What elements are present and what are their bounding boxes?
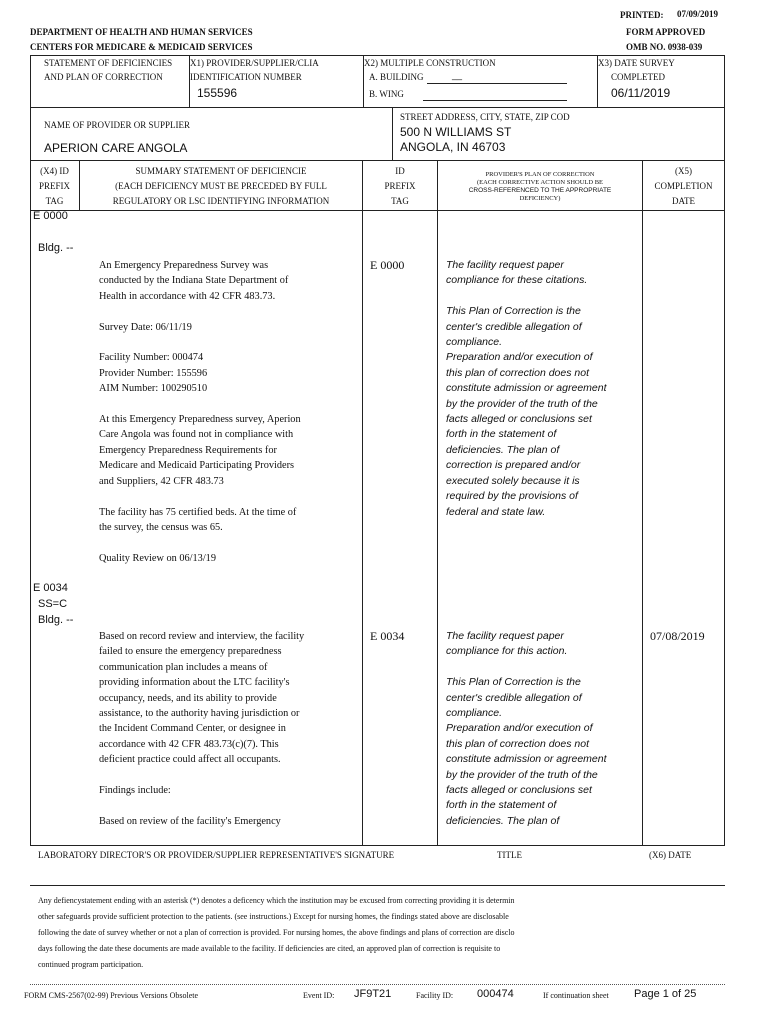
provider-id-value: 155596: [197, 86, 238, 100]
facility-id-value: 000474: [477, 988, 514, 1000]
form-approved: FORM APPROVED: [626, 27, 706, 37]
summary-subheader: (EACH DEFICIENCY MUST BE PRECEDED BY FULL: [115, 181, 327, 191]
agency-title: CENTERS FOR MEDICARE & MEDICAID SERVICES: [30, 42, 253, 52]
x4-label: (X4) ID: [40, 166, 69, 176]
x3-sublabel: COMPLETED: [611, 72, 665, 82]
rule: [30, 984, 725, 985]
x2-label: X2) MULTIPLE CONSTRUCTION: [364, 58, 496, 68]
form-number: FORM CMS-2567(02-99) Previous Versions Obsolete: [24, 991, 199, 1000]
x5-date: DATE: [672, 196, 695, 206]
disclaimer-line: following the date of survey whether or not a plan of correction is provided. For nursing homes, the above findings and plans of correction are disclo: [38, 928, 515, 937]
id-tag-e0000: E 0000: [370, 258, 405, 272]
event-id-value: JF9T21: [354, 988, 392, 1000]
building-value: __: [452, 70, 463, 80]
disclaimer-line: days following the date these documents are made available to the facility. If deficiencies are cited, an approved plan of correction is requisite to: [38, 944, 501, 953]
disclaimer-line: continued program participation.: [38, 960, 144, 969]
rule: [642, 160, 643, 846]
rule: [30, 885, 725, 886]
disclaimer-line: Any defiencystatement ending with an asterisk (*) denotes a deficency which the institution may be excused from correcting providing it is determin: [38, 896, 515, 905]
department-title: DEPARTMENT OF HEALTH AND HUMAN SERVICES: [30, 27, 253, 37]
rule: [392, 107, 393, 160]
poc-subheader: DEFICIENCY): [519, 195, 561, 202]
poc-subheader: CROSS-REFERENCED TO THE APPROPRIATE: [468, 187, 612, 194]
continuation-label: If continuation sheet: [543, 991, 609, 1000]
disclaimer-line: other safeguards provide sufficient protection to the patients. (see instructions.) Except for nursing homes, the findings stated above are disclosable: [38, 912, 509, 921]
omb-number: OMB NO. 0938-039: [626, 42, 703, 52]
wing-underline: [423, 100, 567, 101]
building-label: A. BUILDING: [369, 72, 424, 82]
tag-e0000: E 0000: [33, 210, 68, 222]
facility-id-label: Facility ID:: [416, 991, 454, 1000]
scope-severity-e0034: SS=C: [38, 598, 68, 610]
x3-label: X3) DATE SURVEY: [598, 58, 675, 68]
plan-label: AND PLAN OF CORRECTION: [44, 72, 163, 82]
rule: [437, 160, 438, 846]
x4-tag: TAG: [45, 196, 64, 206]
provider-name-value: APERION CARE ANGOLA: [44, 141, 188, 155]
rule: [724, 55, 725, 846]
city-value: ANGOLA, IN 46703: [400, 140, 506, 154]
signature-label: LABORATORY DIRECTOR'S OR PROVIDER/SUPPLIER REPRESENTATIVE'S SIGNATURE: [38, 850, 395, 860]
event-id-label: Event ID:: [303, 991, 335, 1000]
id-tag-e0034: E 0034: [370, 629, 405, 643]
summary-e0000: An Emergency Preparedness Survey was conducted by the Indiana State Department of Health in accordance with 42 CFR 483.73. Survey Date: 06/11/19 Facility Number: 000474 Provider Number: 155596 AIM Number: 100290510 At this Emergency Preparedness survey, Aperion Care Angola was found not in compliance with Emergency Preparedness Requirements for Medicare and Medicaid Participating Providers and Suppliers, 42 CFR 483.73 The facility has 75 certified beds. At the time of the survey, the census was 65. Quality Review on 06/13/19: [99, 260, 301, 564]
wing-label: B. WING: [369, 89, 404, 99]
rule: [30, 845, 725, 846]
statement-label: STATEMENT OF DEFICIENCIES: [44, 58, 173, 68]
page-number: Page 1 of 25: [634, 988, 697, 1000]
poc-header: PROVIDER'S PLAN OF CORRECTION: [485, 171, 595, 178]
tag-e0034: E 0034: [33, 582, 68, 594]
id-prefix: PREFIX: [384, 181, 416, 191]
rule: [362, 160, 363, 846]
printed-date: 07/09/2019: [677, 9, 719, 19]
id-tag: TAG: [391, 196, 409, 206]
address-label: STREET ADDRESS, CITY, STATE, ZIP COD: [400, 112, 570, 122]
x1-sublabel: IDENTIFICATION NUMBER: [190, 72, 302, 82]
building-e0034: Bldg. --: [38, 614, 74, 626]
correction-plan-e0000: The facility request paper compliance for these citations. This Plan of Correction is the center's credible allegation of compliance. Preparation and/or execution of this plan of correction does not constitute admission or agreement by the provider of the truth of the facts alleged or conclusions set forth in the statement of deficiencies. The plan of correction is prepared and/or executed solely because it is required by the provisions of federal and state law.: [446, 259, 607, 518]
rule: [30, 107, 725, 108]
printed-label: PRINTED:: [620, 10, 664, 20]
street-value: 500 N WILLIAMS ST: [400, 125, 512, 139]
x1-label: X1) PROVIDER/SUPPLIER/CLIA: [190, 58, 319, 68]
date-label: (X6) DATE: [649, 850, 692, 860]
summary-header: SUMMARY STATEMENT OF DEFICIENCIE: [135, 166, 307, 176]
completion-date-e0034: 07/08/2019: [650, 629, 705, 643]
summary-subheader: REGULATORY OR LSC IDENTIFYING INFORMATION: [112, 196, 330, 206]
survey-date-value: 06/11/2019: [611, 86, 671, 100]
rule: [30, 160, 725, 161]
provider-name-label: NAME OF PROVIDER OR SUPPLIER: [44, 120, 191, 130]
rule: [30, 55, 725, 56]
correction-plan-e0034: The facility request paper compliance for this action. This Plan of Correction is the center's credible allegation of compliance. Preparation and/or execution of this plan of correction does not constitute admission or agreement by the provider of the truth of the facts alleged or conclusions set forth in the statement of deficiencies. The plan of: [446, 630, 607, 827]
poc-subheader: (EACH CORRECTIVE ACTION SHOULD BE: [476, 179, 604, 186]
x5-completion: COMPLETION: [654, 181, 713, 191]
x5-label: (X5): [675, 166, 692, 176]
title-label: TITLE: [497, 850, 522, 860]
building-underline: [427, 83, 567, 84]
rule: [30, 210, 725, 211]
x4-prefix: PREFIX: [38, 181, 70, 191]
building-e0000: Bldg. --: [38, 242, 74, 254]
id-label: ID: [395, 166, 405, 176]
summary-e0034: Based on record review and interview, the facility failed to ensure the emergency preparedness communication plan includes a means of providing information about the LTC facility's occupancy, needs, and its ability to provide assistance, to the authority having jurisdiction or the Incident Command Center, or designee in accordance with 42 CFR 483.73(c)(7). This deficient practice could affect all occupants. Findings include: Based on review of the facility's Emergency: [99, 631, 305, 827]
